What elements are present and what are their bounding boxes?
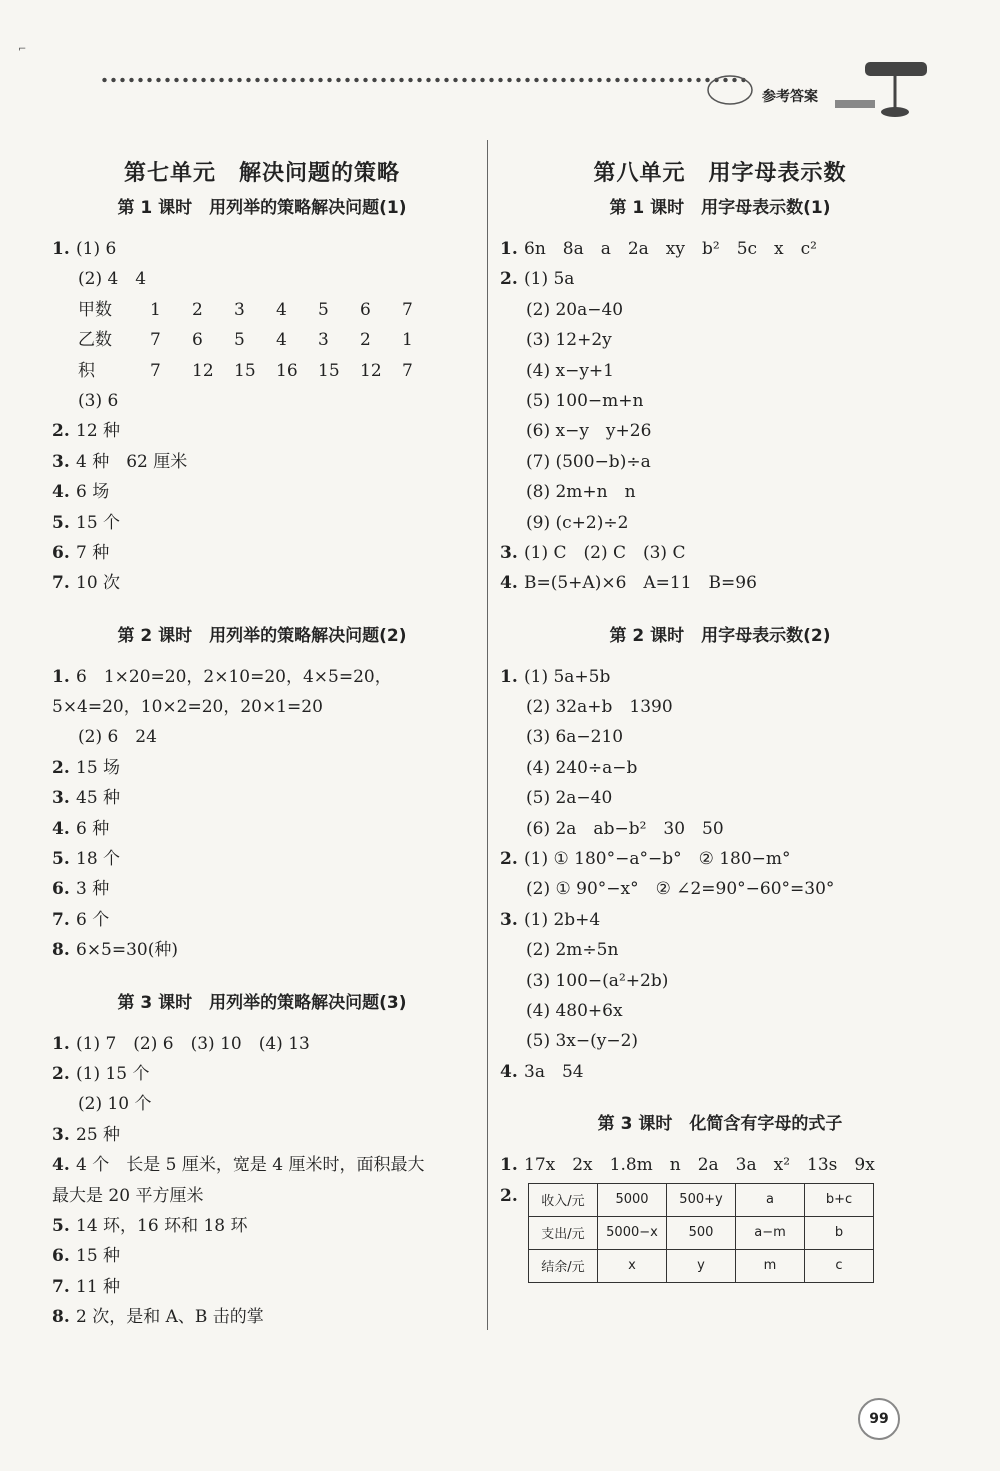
answer: (2) ① 90°−x° ② ∠2=90°−60°=30° — [526, 879, 835, 900]
answer: 14 环，16 环和 18 环 — [76, 1215, 248, 1236]
lesson-title-8-3: 第 3 课时 化简含有字母的式子 — [597, 1114, 843, 1135]
column-divider — [487, 140, 488, 1330]
answer: 25 种 — [76, 1124, 121, 1145]
text-cell: 15 — [318, 360, 340, 381]
answer: (6) x−y y+26 — [526, 421, 652, 442]
text-cell: b — [805, 1216, 874, 1249]
text-cell: 3 — [318, 330, 329, 351]
text-cell: 6 — [360, 299, 371, 320]
q-num: 4. — [52, 1155, 70, 1176]
answer: (2) 10 个 — [78, 1094, 152, 1115]
text-cell: 6. — [52, 542, 70, 563]
q-num: 1. — [52, 666, 70, 687]
q-num: 5. — [52, 1215, 70, 1236]
text-cell: 6. — [52, 879, 70, 900]
answer: (1) 2b+4 — [524, 909, 601, 930]
answer: (8) 2m+n n — [526, 482, 636, 503]
answer: (1) 5a — [524, 269, 575, 290]
text-cell: 6 — [192, 330, 203, 351]
right-column — [500, 150, 940, 1283]
table-row — [529, 1249, 874, 1282]
text-cell: 15 — [234, 360, 256, 381]
answer: 6 场 — [76, 482, 110, 503]
answer: (2) 32a+b 1390 — [526, 697, 673, 718]
text-cell: 7. — [52, 573, 70, 594]
q-num: 1. — [52, 239, 70, 259]
text-cell: 4 — [276, 299, 287, 320]
text-cell: 结余/元 — [529, 1249, 598, 1282]
answer: (4) 480+6x — [526, 1000, 623, 1021]
answer: 7 种 — [76, 542, 110, 563]
text-cell: b+c — [805, 1183, 874, 1216]
answer: 10 次 — [76, 573, 121, 594]
unit-title-8: 第八单元 用字母表示数 — [593, 161, 847, 186]
text-cell: 3. — [52, 788, 70, 809]
q-num: 1. — [500, 1155, 518, 1176]
table-row — [52, 356, 472, 386]
text-cell: 4 — [276, 330, 287, 351]
answer: (6) 2a ab−b² 30 50 — [526, 818, 724, 839]
answer: 6 种 — [76, 818, 110, 839]
text-cell: 5 — [234, 330, 245, 351]
answer: (2) 2m÷5n — [526, 940, 619, 961]
desk-lamp-icon — [700, 50, 940, 125]
q-num: 7. — [52, 1276, 70, 1297]
text-cell: 7 — [150, 330, 161, 351]
text-cell: a−m — [736, 1216, 805, 1249]
answer: 17x 2x 1.8m n 2a 3a x² 13s 9x — [524, 1155, 875, 1176]
header-label: 参考答案 — [762, 89, 818, 105]
answer: 4 个 长是 5 厘米，宽是 4 厘米时，面积最大 — [76, 1155, 425, 1176]
text-cell: 8. — [52, 940, 70, 961]
q-num: 2. — [500, 269, 518, 290]
answer: (2) 4 4 — [78, 269, 147, 290]
answer: (3) 6 — [78, 390, 119, 411]
lesson-title-8-2: 第 2 课时 用字母表示数(2) — [609, 625, 831, 646]
text-cell: 支出/元 — [529, 1216, 598, 1249]
text-cell: 3 — [234, 299, 245, 320]
text-cell: m — [736, 1249, 805, 1282]
answer: 45 种 — [76, 788, 121, 809]
answer: (1) 15 个 — [76, 1063, 150, 1084]
table-row — [529, 1216, 874, 1249]
text-cell: 12 — [192, 360, 214, 381]
answer: (2) 20a−40 — [526, 299, 624, 320]
answer: 4 种 62 厘米 — [76, 451, 188, 472]
text-cell: 7. — [52, 909, 70, 930]
text-cell: a — [736, 1183, 805, 1216]
answer: 5×4=20，10×2=20，20×1=20 — [52, 697, 323, 718]
q-num: 1. — [500, 666, 518, 687]
text-cell: 2 — [360, 330, 371, 351]
answer: 11 种 — [76, 1276, 121, 1297]
text-cell: 12 — [360, 360, 382, 381]
text-cell: 5000 — [598, 1183, 667, 1216]
answer: 最大是 20 平方厘米 — [52, 1185, 204, 1206]
text-cell: 5. — [52, 849, 70, 870]
answer: (5) 3x−(y−2) — [526, 1031, 639, 1052]
answer: (1) 5a+5b — [524, 666, 611, 687]
text-cell: 1 — [402, 330, 413, 351]
text-cell: 4. — [52, 482, 70, 503]
table-row — [52, 325, 472, 355]
text-cell: 500+y — [667, 1183, 736, 1216]
answer: 3a 54 — [524, 1061, 584, 1082]
page-number: 99 — [858, 1398, 900, 1440]
answer: (3) 6a−210 — [526, 727, 624, 748]
text-cell: 16 — [276, 360, 298, 381]
q-num: 3. — [500, 909, 518, 930]
text-cell: 5 — [318, 299, 329, 320]
answer: (2) 6 24 — [78, 727, 157, 748]
q-num: 4. — [500, 1061, 518, 1082]
answer: 18 个 — [76, 849, 121, 870]
text-cell: 4. — [52, 818, 70, 839]
text-cell: 1 — [150, 299, 161, 320]
lesson-title-8-1: 第 1 课时 用字母表示数(1) — [609, 198, 831, 218]
text-cell: 乙数 — [78, 330, 112, 351]
answer: (5) 2a−40 — [526, 788, 613, 809]
corner-mark: ⌐ — [18, 44, 27, 55]
q-num: 2. — [500, 1185, 518, 1206]
q-num: 2. — [500, 849, 518, 870]
answer: 15 种 — [76, 1246, 121, 1267]
text-cell: x — [598, 1249, 667, 1282]
text-cell: c — [805, 1249, 874, 1282]
table-row — [529, 1183, 874, 1216]
q-num: 3. — [52, 1124, 70, 1145]
answer: (3) 12+2y — [526, 330, 612, 351]
answer: 15 个 — [76, 512, 121, 533]
q-num: 4. — [500, 573, 518, 594]
text-cell: 7 — [402, 299, 413, 320]
answer: 6n 8a a 2a xy b² 5c x c² — [524, 239, 817, 259]
answer: 15 场 — [76, 757, 121, 778]
table-row — [52, 295, 472, 325]
answer: 6 个 — [76, 909, 110, 930]
left-column — [52, 150, 472, 1333]
answer: 6×5=30(种) — [76, 940, 179, 961]
answer: 12 种 — [76, 421, 121, 442]
answer: (3) 100−(a²+2b) — [526, 970, 669, 991]
text-cell: 5000−x — [598, 1216, 667, 1249]
answer: (1) ① 180°−a°−b° ② 180−m° — [524, 849, 791, 870]
answer: 2 次，是和 A、B 击的掌 — [76, 1307, 264, 1328]
answer: (4) 240÷a−b — [526, 757, 638, 778]
answer: 3 种 — [76, 879, 110, 900]
answer: (1) 7 (2) 6 (3) 10 (4) 13 — [76, 1033, 310, 1054]
text-cell: 2 — [192, 299, 203, 320]
q-num: 3. — [500, 542, 518, 563]
text-cell: y — [667, 1249, 736, 1282]
text-cell: 收入/元 — [529, 1183, 598, 1216]
income-expense-table — [528, 1183, 874, 1283]
lesson-title-7-3: 第 3 课时 用列举的策略解决问题(3) — [117, 992, 407, 1013]
text-cell: 积 — [78, 360, 95, 381]
unit-title-7: 第七单元 解决问题的策略 — [123, 161, 400, 186]
q-num: 8. — [52, 1307, 70, 1328]
answer: 6 1×20=20，2×10=20，4×5=20， — [76, 666, 392, 687]
q-num: 1. — [52, 1033, 70, 1054]
text-cell: 7 — [402, 360, 413, 381]
text-cell: 2. — [52, 421, 70, 442]
header-dotted-line — [100, 76, 750, 84]
lesson-title-7-2: 第 2 课时 用列举的策略解决问题(2) — [117, 625, 407, 646]
text-cell: 3. — [52, 451, 70, 472]
text-cell: 500 — [667, 1216, 736, 1249]
q-num: 1. — [500, 239, 518, 259]
lesson-title-7-1: 第 1 课时 用列举的策略解决问题(1) — [117, 198, 407, 218]
answer: (7) (500−b)÷a — [526, 451, 651, 472]
answer: (9) (c+2)÷2 — [526, 512, 629, 533]
q-num: 6. — [52, 1246, 70, 1267]
q-num: 2. — [52, 1063, 70, 1084]
text-cell: 2. — [52, 757, 70, 778]
answer: (1) C (2) C (3) C — [524, 542, 686, 563]
answer: (5) 100−m+n — [526, 390, 644, 411]
text-cell: 5. — [52, 512, 70, 533]
answer: (1) 6 — [76, 239, 117, 259]
text-cell: 甲数 — [78, 299, 112, 320]
answer: (4) x−y+1 — [526, 360, 614, 381]
text-cell: 7 — [150, 360, 161, 381]
answer: B=(5+A)×6 A=11 B=96 — [524, 573, 757, 594]
